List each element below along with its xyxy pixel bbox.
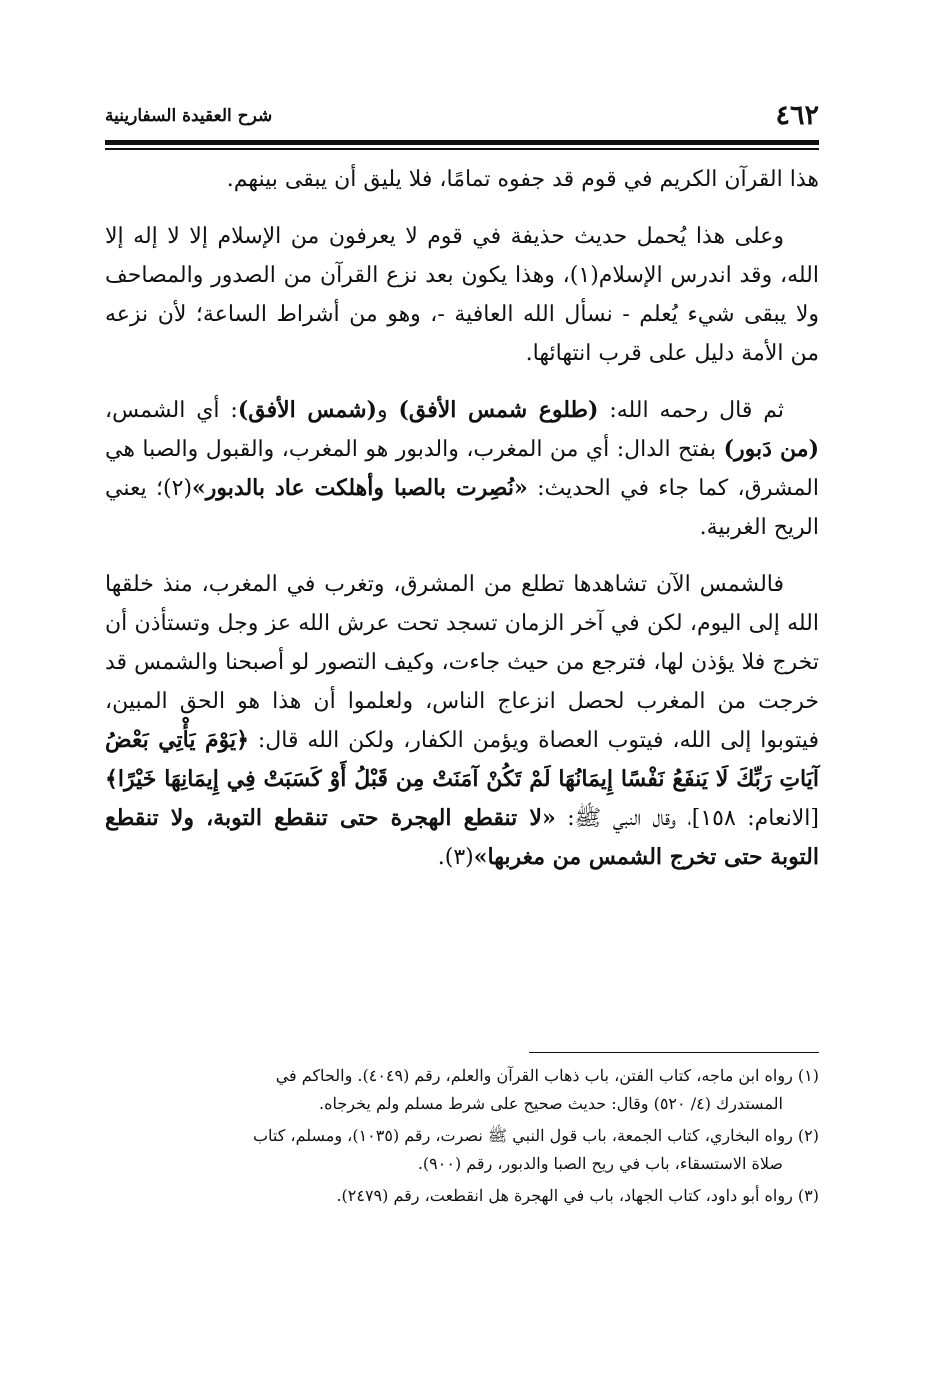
quran-verse: ﴿يَوْمَ يَأْتِي بَعْضُ آيَاتِ رَبِّكَ لَا يَنفَعُ نَفْسًا إِيمَانُهَا لَمْ تَكُنْ آمَنَتْ مِن قَبْلُ أَوْ كَسَبَتْ فِي إِيمَانِهَا خَيْرًا﴾ (105, 727, 819, 792)
paragraph-2: وعلى هذا يُحمل حديث حذيفة في قوم لا يعرفون من الإسلام إلا لا إله إلا الله، وقد اندرس الإسلام(١)، وهذا يكون بعد نزع القرآن من الصدور والمصاحف ولا يبقى شيء يُعلم - نسأل الله العافية -، وهو من أشراط الساعة؛ لأن نزعه من الأمة دليل على قرب انتهائها. (105, 224, 819, 366)
header-rule-thick (105, 140, 819, 145)
page-header (105, 98, 819, 138)
hadith-quote: «لا تنقطع الهجرة حتى تنقطع التوبة، ولا تنقطع التوبة حتى تخرج الشمس من مغربها» (105, 805, 819, 870)
footnote-line: (٢) رواه البخاري، كتاب الجمعة، باب قول النبي ﷺ نصرت، رقم (١٠٣٥)، ومسلم، كتاب (252, 1126, 819, 1145)
matn-quote: (طلوع شمس الأفق) (398, 397, 599, 423)
matn-quote: (شمس الأفق) (237, 397, 377, 423)
paragraph-4 (105, 565, 819, 877)
footnote-1 (105, 1062, 819, 1118)
header-rule-thin (105, 148, 819, 150)
hadith-quote: «نُصِرت بالصبا وأهلكت عاد بالدبور» (192, 475, 528, 501)
paragraph-1: هذا القرآن الكريم في قوم قد جفوه تمامًا، فلا يليق أن يبقى بينهم. (226, 167, 819, 192)
paragraph-3 (105, 391, 819, 547)
text-run: ، وقال النبي ﷺ: (555, 806, 692, 831)
footnote-line: المستدرك (٤/ ٥٢٠) وقال: حديث صحيح على شرط مسلم ولم يخرجاه. (319, 1094, 783, 1113)
text-run: فالشمس الآن تشاهدها تطلع من المشرق، وتغرب في المغرب، منذ خلقها الله إلى اليوم، لكن في آخر الزمان تسجد تحت عرش الله عز وجل وتستأذن أن تخرج فلا يؤذن لها، فترجع من حيث جاءت، وكيف التصور لو أصبحنا والشمس قد خرجت من المغرب لحصل انزعاج الناس، ولعلموا أن هذا هو الحق المبين، فيتوبوا إلى الله، فيتوب العصاة ويؤمن الكفار، ولكن الله قال: (105, 572, 820, 753)
page-number: ٤٦٢ (775, 100, 819, 131)
footnote-line: صلاة الاستسقاء، باب في ريح الصبا والدبور، رقم (٩٠٠). (417, 1154, 783, 1173)
running-title: شرح العقيدة السفارينية (105, 106, 273, 126)
matn-quote: (من دَبور) (723, 436, 820, 462)
text-run: بفتح الدال: أي من المغرب، والدبور هو المغرب، والقبول والصبا هي المشرق، كما جاء في الحديث: (105, 437, 819, 501)
verse-reference: [الانعام: ١٥٨] (691, 806, 819, 831)
text-run: : أي الشمس، (105, 398, 238, 423)
text-run: (٣). (437, 845, 474, 870)
footnote-3 (105, 1182, 819, 1210)
footnote-line: (٣) رواه أبو داود، كتاب الجهاد، باب في الهجرة هل انقطعت، رقم (٢٤٧٩). (336, 1186, 819, 1205)
footnote-2 (105, 1122, 819, 1178)
footnotes (105, 1062, 819, 1214)
footnote-line: (١) رواه ابن ماجه، كتاب الفتن، باب ذهاب القرآن والعلم، رقم (٤٠٤٩). والحاكم في (275, 1066, 819, 1085)
text-run: ثم قال رحمه الله: (598, 398, 784, 423)
text-run: (٢)؛ يعني الريح الغربية. (105, 476, 819, 540)
footnote-separator (529, 1052, 819, 1053)
text-run: و (376, 398, 399, 423)
main-text (105, 160, 819, 895)
